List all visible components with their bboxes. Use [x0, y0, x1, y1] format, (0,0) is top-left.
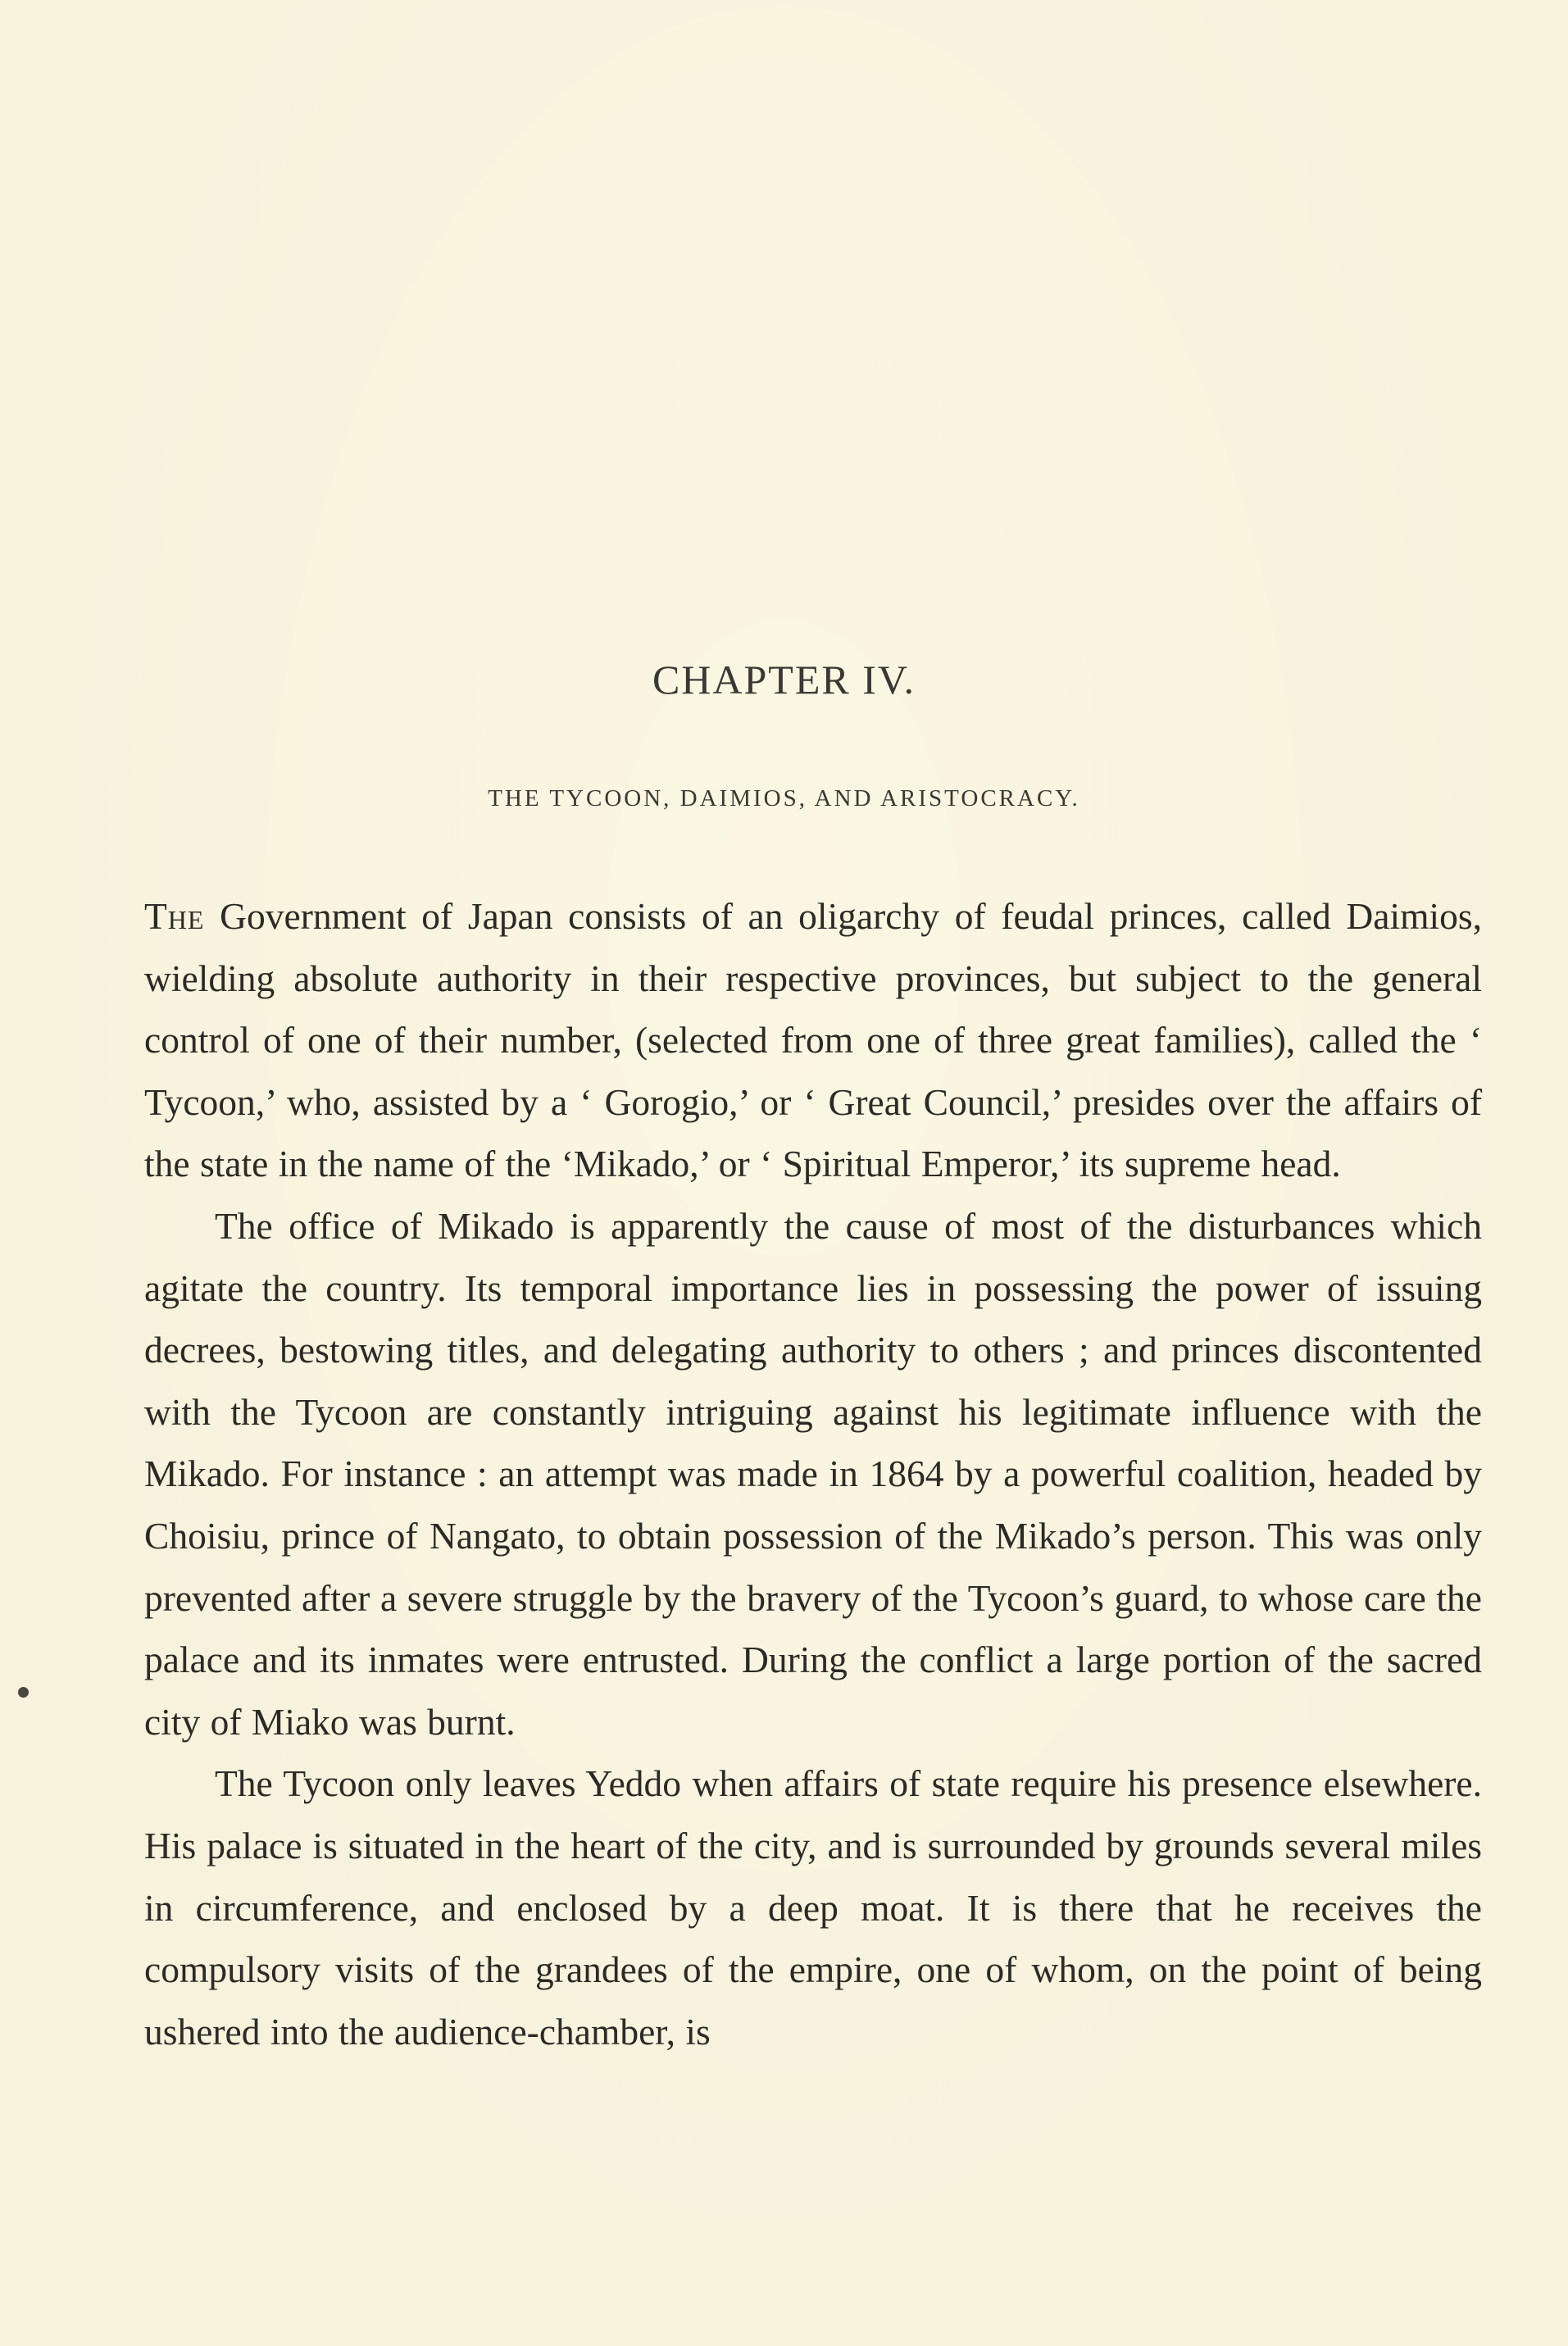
paragraph-2: The office of Mikado is apparently the cause of most of the disturbances which agitate the country. Its temporal importance lies in possessing the power of issuing decrees, bestowing titles, and delegating authority to others ; and princes discontented with the Tycoon are constantly intriguing against his legitimate influence with the Mikado. For instance : an attempt was made in 1864 by a powerful coalition, headed by Choisiu, prince of Nangato, to obtain possession of the Mikado’s person. This was only prevented after a severe struggle by the bravery of the Tycoon’s guard, to whose care the palace and its inmates were entrusted. During the conflict a large portion of the sacred city of Miako was burnt. [144, 1204, 1482, 1743]
paragraph-1-lead: The [144, 895, 205, 937]
chapter-subtitle: THE TYCOON, DAIMIOS, AND ARISTOCRACY. [488, 785, 1080, 812]
paragraph-3: The Tycoon only leaves Yeddo when affairs of state require his presence elsewhere. His palace is situated in the heart of the city, and is surrounded by grounds several miles in circumference, and enclosed by a deep moat. It is there that he receives the compulsory visits of the grandees of the empire, one of whom, on the point of being ushered into the audience-chamber, is [144, 1762, 1482, 2053]
paragraph-1-text: Government of Japan consists of an oligarchy of feudal princes, called Daimios, wielding absolute authority in their respective provinces, but subject to the general control of one of their number, (selected from one of three great families), called the ‘ Tycoon,’ who, assisted by a ‘ Gorogio,’ or ‘ Great Council,’ presides over the affairs of the state in the name of the ‘Mikado,’ or ‘ Spiritual Emperor,’ its supreme head. [144, 895, 1482, 1185]
chapter-heading: CHAPTER IV. [652, 657, 916, 702]
ink-spot-mark [18, 1687, 29, 1698]
body-text [144, 885, 1482, 2062]
paragraph-1 [144, 885, 1482, 1195]
